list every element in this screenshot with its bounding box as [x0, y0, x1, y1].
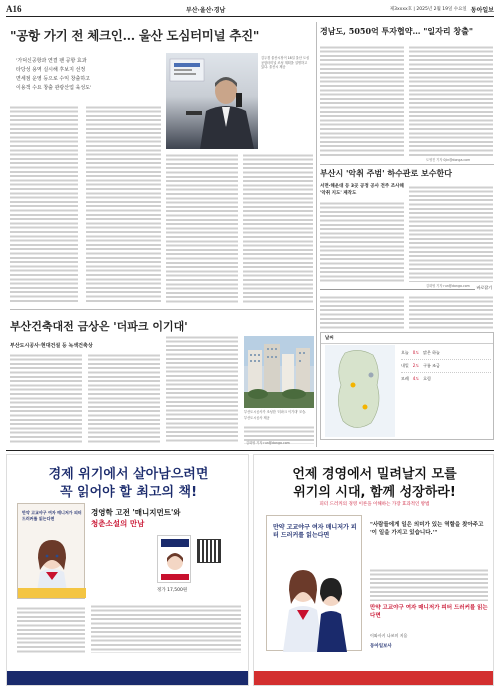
ad-left-subhead-2: 청춘소설의 만남 [91, 519, 145, 528]
ad-right-book-title: 만약 고교야구 여자 매니저가 피터 드러커를 읽는다면 [273, 524, 357, 539]
horizontal-divider [10, 309, 314, 310]
side-headline-1: 경남도, 5050억 투자협약… "일자리 창출" [320, 26, 473, 36]
ad-right-copy [370, 567, 488, 601]
book-ad-right [253, 454, 494, 686]
ad-right-book-cover [266, 515, 362, 651]
gallery-subhead: 부산도시공사·현대건설 등 녹색건축상 [10, 343, 93, 349]
weather-row [401, 360, 491, 373]
main-body-col3 [166, 152, 238, 304]
main-photo-caption: 김두겸 울산시장이 18일 울산 도심공항터미널 조성 계획을 설명하고 있다. 울산시 제공 [261, 56, 310, 69]
side2-body-col1 [320, 200, 404, 282]
ad-right-quote: "사람들에게 일은 의미가 있는 역할을 찾아주고 '이 일을 가지고 있습니다.'" [370, 522, 484, 536]
gallery-body-col1 [10, 352, 82, 444]
gallery-photo [244, 336, 314, 408]
weather-title: 날씨 [321, 333, 493, 344]
weather-row [401, 373, 491, 385]
ad-left-book-small [157, 535, 191, 583]
side1-body-col2 [409, 44, 493, 156]
issue-date: 제3xxxx호 | 2025년 2월 19일 수요일 [389, 7, 467, 12]
ad-right-headline-2: 위기의 시대, 함께 성장하라! [293, 485, 456, 500]
ad-right-publisher: 동아일보사 [370, 644, 392, 649]
ad-right-tagline: 피터 드러커의 경영 이론을 이해하는 가장 효과적인 방법 [319, 502, 430, 507]
deck-line: 면세점 운영 등으로 수익 창출하고 [16, 76, 90, 82]
weather-box [320, 332, 494, 440]
section-divider [320, 164, 494, 165]
column-divider [316, 22, 317, 447]
ad-left-book-band [18, 588, 86, 598]
weather-temp: 0도 [412, 350, 420, 355]
side2-body-col2 [409, 184, 493, 282]
book-ad-left [6, 454, 249, 686]
correction-text-col1 [320, 294, 404, 330]
gallery-headline: 부산건축대전 금상은 '더파크 이기대' [10, 320, 188, 333]
ad-left-headline-2: 꼭 읽어야 할 최고의 책! [59, 485, 198, 500]
weather-rows [401, 347, 491, 385]
main-body-col1 [10, 104, 78, 304]
main-headline: "공항 가기 전 체크인… 울산 도심터미널 추진" [10, 28, 260, 43]
weather-temp: 4도 [412, 376, 420, 381]
newspaper-page [6, 4, 494, 688]
page-number: A16 [6, 4, 22, 14]
weather-day: 내일 [401, 363, 409, 368]
ad-left-footer-copy [17, 605, 85, 653]
side1-body-col1 [320, 44, 404, 156]
deck-line: 이용객 수요 창출 관광산업 육성도' [16, 85, 92, 91]
correction-text-col2 [409, 294, 493, 330]
ad-right-author: 이와사키 나쓰미 지음 [370, 633, 408, 638]
main-body-col2 [86, 104, 161, 304]
newspaper-logo: 동아일보 [470, 7, 494, 14]
ad-left-copy [91, 603, 241, 653]
side-headline-2: 부산시 '악취 주범' 하수관로 보수한다 [320, 168, 452, 178]
weather-text: 맑은 하늘 [423, 350, 440, 355]
weather-temp: 2도 [412, 363, 420, 368]
main-body-col4 [243, 152, 313, 304]
ad-right-headline-1: 언제 경영에서 밀려날지 모를 [292, 467, 457, 482]
section-title: 부산·울산·경남 [185, 6, 226, 14]
book-cover-art-icon [158, 536, 192, 584]
ad-right-footer-bar [254, 671, 494, 685]
anime-characters-illustration-icon [267, 560, 363, 652]
side2-subhead: 서면·해운대 등 3곳 공정 공사 전주 조사해 '악취 지도' 제작도 [320, 184, 404, 196]
ad-divider [6, 450, 494, 451]
gallery-body-col2 [88, 352, 160, 444]
ad-left-book-title: 만약 고교야구 여자 매니저가 피터 드러커를 읽는다면 [22, 510, 82, 521]
deck-line: 타당성 용역 실시해 후보지 선정 [16, 67, 86, 73]
gallery-photo-credit: 부산도시공사 제공 [244, 416, 270, 420]
weather-text: 구름 조금 [423, 363, 440, 368]
weather-text: 흐림 [423, 376, 431, 381]
weather-row [401, 347, 491, 360]
ad-right-bottom-title: 만약 고교야구 여자 매니저가 피터 드러커를 읽는다면 [370, 605, 488, 619]
ad-left-footer-bar [7, 671, 249, 685]
gallery-byline: 김화영 기자 run@donga.com [246, 441, 290, 445]
ad-left-headline-1: 경제 위기에서 살아남으려면 [48, 467, 209, 482]
side2-byline: 김화영 기자 run@donga.com [426, 284, 470, 288]
ad-left-book-cover [17, 503, 85, 599]
correction-label: 바로잡기 [476, 285, 492, 290]
gallery-body-col3 [166, 334, 238, 444]
ad-left-subhead: 경영학 고전 '매니지먼트'와 [91, 508, 181, 517]
main-photo [166, 53, 258, 149]
deck-line: '가덕신공항과 연결 팬 공항 효과 [16, 58, 87, 64]
gallery-photo-caption: 부산도시공사가 조성한 '더파크 이기대' 모습. [244, 410, 307, 414]
ad-left-price: 정가 17,500원 [157, 588, 188, 593]
ad-left-qr-code-icon [197, 539, 221, 563]
weather-day: 모레 [401, 376, 409, 381]
side1-byline: 도영진 기자 0jin@donga.com [426, 158, 471, 162]
main-deck [16, 57, 166, 93]
weather-map [325, 345, 395, 437]
page-header [6, 4, 494, 17]
weather-day: 오늘 [401, 350, 409, 355]
